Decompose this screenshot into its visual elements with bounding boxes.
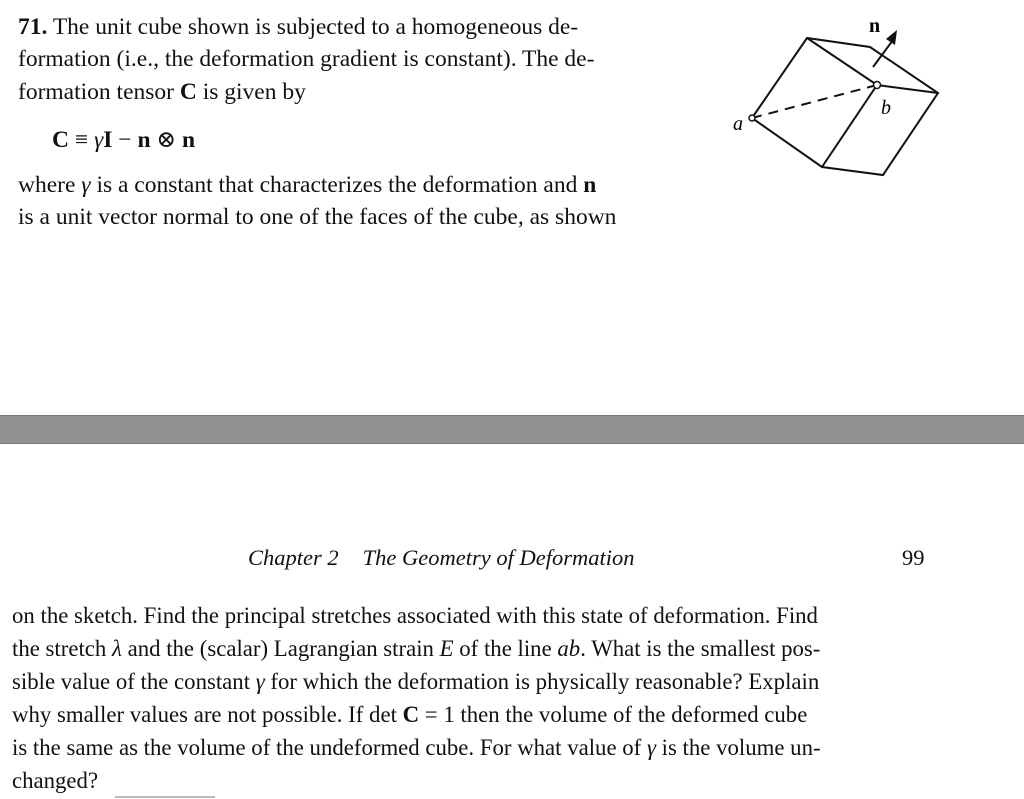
text: on the sketch. Find the principal stretches associated with this state of deformation. Find <box>12 603 818 628</box>
running-header <box>248 545 634 571</box>
eq-I: I <box>103 127 113 153</box>
problem-line <box>12 768 98 794</box>
eq-equiv: ≡ <box>68 127 94 153</box>
symbol-C: C <box>402 702 420 727</box>
cube-edges <box>752 38 938 175</box>
symbol-lambda: λ <box>112 636 122 661</box>
symbol-ab: ab <box>557 636 581 661</box>
problem-line <box>18 79 306 106</box>
point-b <box>874 82 881 89</box>
label-a: a <box>733 113 743 135</box>
eq-C: C <box>52 127 69 153</box>
symbol-gamma: γ <box>646 735 656 760</box>
text: is a unit vector normal to one of the faces of the cube, as shown <box>18 204 617 230</box>
text: the stretch <box>12 636 113 661</box>
equation <box>52 125 195 154</box>
problem-line <box>18 46 594 73</box>
text: sible value of the constant <box>12 669 256 694</box>
symbol-E: E <box>439 636 454 661</box>
text: is the volume un- <box>655 735 821 760</box>
chapter-title: The Geometry of Deformation <box>362 545 635 570</box>
problem-number: 71. <box>18 14 48 40</box>
text: = 1 then the volume of the deformed cube <box>419 702 808 727</box>
text: . What is the smallest pos- <box>580 636 821 661</box>
problem-line <box>18 172 596 199</box>
label-b: b <box>881 97 891 119</box>
text: for which the deformation is physically reasonable? Explain <box>264 669 820 694</box>
eq-otimes: ⊗ <box>150 127 182 153</box>
text: changed? <box>12 768 99 793</box>
text: and the (scalar) Lagrangian strain <box>121 636 440 661</box>
footnote-rule <box>115 796 215 798</box>
text: formation (i.e., the deformation gradient is constant). The de- <box>18 46 595 72</box>
eq-minus: − <box>112 127 138 153</box>
cube-edges <box>807 38 938 93</box>
eq-gamma: γ <box>94 127 104 153</box>
page-separator <box>0 415 1024 444</box>
text: is a constant that characterizes the deformation and <box>90 172 584 198</box>
normal-arrow-shaft <box>873 40 893 67</box>
text: The unit cube shown is subjected to a homogeneous de- <box>47 14 579 40</box>
text: where <box>18 172 82 198</box>
problem-line <box>12 636 820 662</box>
text: formation tensor <box>18 79 180 105</box>
symbol-gamma: γ <box>81 172 91 198</box>
cube-edge <box>822 85 877 167</box>
problem-line <box>12 669 819 695</box>
symbol-gamma: γ <box>255 669 265 694</box>
text: is the same as the volume of the undeformed cube. For what value of <box>12 735 647 760</box>
text: of the line <box>453 636 558 661</box>
label-n: n <box>869 15 881 37</box>
problem-line <box>12 735 821 761</box>
symbol-C: C <box>179 79 197 105</box>
eq-n: n <box>137 127 151 153</box>
problem-line <box>12 702 807 728</box>
problem-line <box>18 204 616 231</box>
symbol-n: n <box>583 172 597 198</box>
problem-line <box>12 603 818 629</box>
text: why smaller values are not possible. If det <box>12 702 403 727</box>
problem-line <box>18 14 578 41</box>
chapter-label: Chapter 2 <box>248 545 339 570</box>
eq-n: n <box>181 127 196 153</box>
deformed-cube-figure <box>690 0 950 200</box>
text: is given by <box>196 79 306 105</box>
point-a <box>749 115 755 121</box>
page-number: 99 <box>902 545 925 570</box>
